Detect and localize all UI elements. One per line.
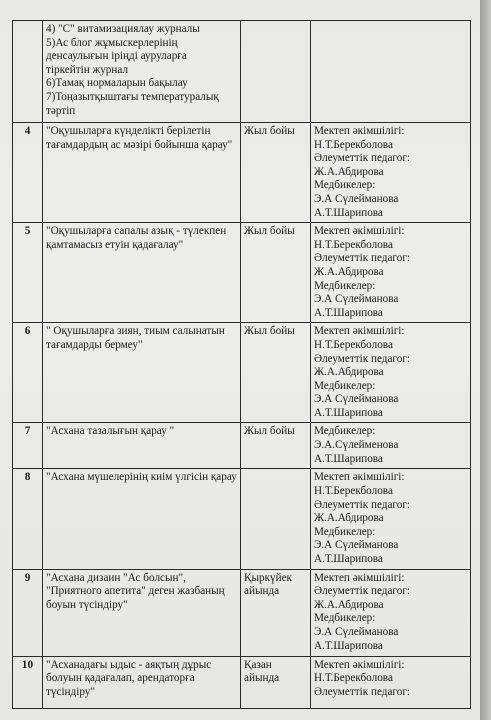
- event-line: 5)Ас блог жұмыскерлерінің: [46, 36, 178, 49]
- event-line: 6)Тамақ нормаларын бақылау: [46, 77, 188, 90]
- table-row: [13, 323, 471, 423]
- responsible-line: А.Т.Шарипова: [314, 452, 383, 465]
- page-edge-shadow: [480, 0, 491, 720]
- responsible-line: Ж.А.Абдирова: [314, 598, 384, 611]
- responsible-line: Әлеуметтік педагог:: [314, 685, 411, 698]
- event-text: "Оқушыларға күнделікті берілетін тағамдардың ас мәзірі бойынша қарау": [46, 125, 233, 151]
- responsible-line: Э.А Сүлейманова: [314, 626, 399, 638]
- responsible-line: Әлеуметтік педагог:: [314, 585, 411, 598]
- responsible-line: Ж.А.Абдирова: [314, 265, 384, 278]
- event-line: тіркейтін журнал: [46, 63, 129, 76]
- row-number: 6: [13, 323, 43, 423]
- responsible-cell: [311, 656, 471, 708]
- responsible-line: Мектеп әкімшілігі:: [314, 471, 405, 484]
- responsible-line: Н.Т.Берекболова: [314, 485, 393, 498]
- responsible-line: Мектеп әкімшілігі:: [314, 658, 405, 671]
- event-cell: [43, 323, 241, 423]
- responsible-line: Н.Т.Берекболова: [314, 238, 393, 251]
- time-cell: Қыркүйек айында: [241, 569, 311, 656]
- table-row: [13, 21, 471, 123]
- responsible-line: А.Т.Шарипова: [314, 306, 383, 319]
- row-number: 10: [13, 656, 43, 708]
- event-cell: [43, 123, 241, 223]
- responsible-line: Медбикелер:: [314, 279, 376, 292]
- responsible-cell: [311, 469, 471, 569]
- plan-table-body: [13, 21, 471, 709]
- responsible-line: Н.Т.Берекболова: [314, 138, 393, 151]
- responsible-line: А.Т.Шарипова: [314, 639, 383, 652]
- responsible-line: А.Т.Шарипова: [314, 206, 383, 219]
- event-cell: [43, 21, 241, 123]
- responsible-cell: [311, 323, 471, 423]
- event-cell: [43, 469, 241, 569]
- responsible-line: Э.А Сүлейманова: [314, 539, 399, 552]
- responsible-line: Медбикелер:: [314, 612, 376, 625]
- event-text: " Оқушыларға зиян, тиым салынатын тағамдарды бермеу": [46, 325, 225, 351]
- row-number: 4: [13, 123, 43, 223]
- row-number: [13, 21, 43, 123]
- responsible-line: Медбикелер:: [314, 179, 376, 192]
- responsible-line: Мектеп әкімшілігі:: [314, 225, 405, 238]
- event-line: тәртіп: [46, 104, 76, 117]
- time-cell: Қазан айында: [241, 656, 311, 708]
- responsible-line: Әлеуметтік педагог:: [314, 252, 411, 265]
- event-cell: [43, 656, 241, 708]
- event-line: денсаулығын іріңді ауруларға: [46, 50, 187, 63]
- responsible-line: Н.Т.Берекболова: [314, 338, 393, 351]
- responsible-cell: [311, 123, 471, 223]
- event-cell: [43, 223, 241, 323]
- event-text: "Асханадағы ыдыс - аяқтың дұрыс болуын қадағалап, арендаторға түсіндіру": [46, 658, 212, 698]
- event-line: 7)Тоңазытқыштағы температуралық: [46, 90, 219, 103]
- plan-table: [12, 20, 471, 709]
- table-row: [13, 423, 471, 469]
- time-cell: [241, 21, 311, 123]
- responsible-line: Әлеуметтік педагог:: [314, 498, 411, 511]
- table-row: [13, 569, 471, 656]
- time-cell: Жыл бойы: [241, 423, 311, 469]
- responsible-line: Э.А.Сүлейменова: [314, 439, 399, 452]
- event-cell: [43, 569, 241, 656]
- responsible-line: Әлеуметтік педагог:: [314, 152, 411, 165]
- responsible-cell: [311, 423, 471, 469]
- table-row: [13, 223, 471, 323]
- responsible-cell: [311, 21, 471, 123]
- time-cell: Жыл бойы: [241, 223, 311, 323]
- table-row: [13, 656, 471, 708]
- event-line: 4) "С" витамизациялау журналы: [46, 23, 200, 35]
- responsible-line: Ж.А.Абдирова: [314, 366, 384, 379]
- responsible-line: Э.А Сүлейманова: [314, 192, 399, 205]
- time-cell: Жыл бойы: [241, 123, 311, 223]
- row-number: 8: [13, 469, 43, 569]
- row-number: 5: [13, 223, 43, 323]
- responsible-line: Ж.А.Абдирова: [314, 512, 384, 525]
- responsible-cell: [311, 569, 471, 656]
- responsible-line: Медбикелер:: [314, 425, 376, 438]
- row-number: 9: [13, 569, 43, 656]
- responsible-line: Н.Т.Берекболова: [314, 672, 393, 685]
- event-text: "Асхана мүшелерінің киім үлгісін қарау: [46, 471, 237, 484]
- responsible-line: Медбикелер:: [314, 379, 376, 392]
- responsible-line: Э.А Сүлейманова: [314, 393, 399, 406]
- row-number: 7: [13, 423, 43, 469]
- table-row: [13, 469, 471, 569]
- event-text: "Асхана тазалығын қарау ": [46, 425, 175, 438]
- responsible-line: Э.А Сүлейманова: [314, 293, 399, 306]
- event-cell: [43, 423, 241, 469]
- table-row: [13, 123, 471, 223]
- responsible-line: Медбикелер:: [314, 525, 376, 538]
- responsible-line: А.Т.Шарипова: [314, 553, 383, 566]
- responsible-line: Мектеп әкімшілігі:: [314, 125, 405, 137]
- responsible-line: Ж.А.Абдирова: [314, 165, 384, 178]
- responsible-line: Мектеп әкімшілігі:: [314, 325, 405, 338]
- time-cell: [241, 469, 311, 569]
- responsible-line: Мектеп әкімшілігі:: [314, 571, 405, 584]
- event-text: "Оқушыларға сапалы азық - түлекпен қамтамасыз етуін қадағалау": [46, 225, 227, 251]
- responsible-line: А.Т.Шарипова: [314, 406, 383, 419]
- responsible-cell: [311, 223, 471, 323]
- responsible-line: Әлеуметтік педагог:: [314, 352, 411, 365]
- event-text: "Асхана дизаин "Ас болсын", "Приятного апетита" деген жазбаның боуын түсіндіру": [46, 571, 225, 611]
- time-cell: Жыл бойы: [241, 323, 311, 423]
